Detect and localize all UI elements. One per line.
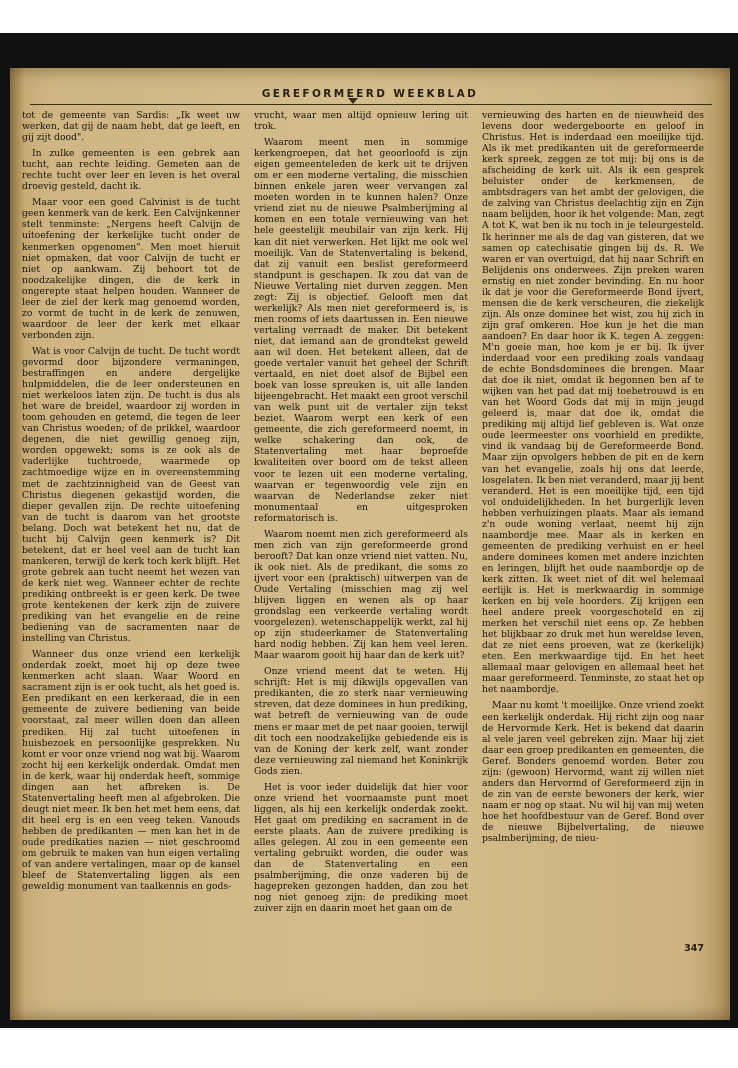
paragraph: Wat is voor Calvijn de tucht. De tucht wordt gevormd door bijzondere vermaningen, bestraffingen en andere dergelijke hulpmiddelen, die de leer ondersteunen en niet werkeloos laten zijn. De tucht is dus als het ware de breidel, waardoor zij worden in toom gehouden en getemd, die tegen de leer van Christus woeden; of de prikkel, waardoor degenen, die niet gewillig genoeg zijn, worden opgewekt; soms is ze ook als de vaderlijke tuchtroede, waarmede op zachtmoedige wijze en in overeenstemming met de zachtzinnigheid van de Geest van Christus diegenen gekastijd worden, die dieper gevallen zijn. De rechte uitoefening van de tucht is daarom van het grootste belang. Doch wat betekent het nu, dat de tucht bij Calvijn geen kenmerk is? Dit betekent, dat er heel veel aan de tucht kan mankeren, terwijl de kerk toch kerk blijft. Het grote gebrek aan tucht neemt het wezen van de kerk niet weg. Wanneer echter de rechte prediking ontbreekt is er geen kerk. De twee grote kentekenen der kerk zijn de zuivere prediking van het evangelie en de reine bediening van de sacramenten naar de instelling van Christus. — [22, 345, 240, 645]
paragraph: tot de gemeente van Sardis: „Ik weet uw werken, dat gij de naam hebt, dat ge leeft, en gij zijt dood". — [22, 110, 240, 144]
text-column-right — [482, 110, 704, 844]
paragraph: Wanneer dus onze vriend een kerkelijk onderdak zoekt, moet hij op deze twee kenmerken acht slaan. Waar Woord en sacrament zijn is er ook tucht, als het goed is. Een predikant en een kerkeraad, die in een gemeente de zuivere bediening van beide voorstaat, zal meer willen doen dan alleen prediken. Hij zal tucht uitoefenen in huisbezoek en persoonlijke gesprekken. Nu komt er voor onze vriend nog wat bij. Waarom zocht hij een kerkelijk onderdak. Omdat men in de kerk, waar hij onderdak heeft, sommige dingen aan het afbreken is. De Statenvertaling heeft men al afgebroken. Die deugt niet meer. Ik ben het met hem eens, dat dit heel erg is en een veeg teken. Vanouds hebben de predikanten — men kan het in de oude predikaties nazien — niet geschroomd om gebruik te maken van hun eigen vertaling of van andere vertalingen, maar op de kansel bleef de Statenvertaling liggen als een geweldig monument van taalkennis en gods- — [22, 649, 240, 893]
paragraph: Maar nu komt 't moeilijke. Onze vriend zoekt een kerkelijk onderdak. Hij richt zijn oog naar de Hervormde Kerk. Het is bekend dat daarin al vele jaren veel gebreken zijn. Maar hij ziet daar een groep predikanten en gemeenten, die Geref. Bonders genoemd worden. Beter zou zijn: (gewoon) Hervormd, want zij willen niet anders dan Hervormd of Gereformeerd zijn in de zin van de eerste bewoners der kerk, wier naam er nog op staat. Nu wil hij van mij weten hoe het hoofdbestuur van de Geref. Bond over de nieuwe Bijbelvertaling, de nieuwe psalmberijming, de nieu- — [482, 700, 705, 845]
paragraph: In zulke gemeenten is een gebrek aan tucht, aan rechte leiding. Gemeten aan de rechte tucht over leer en leven is het overal droevig gesteld, dacht ik. — [22, 148, 240, 193]
paragraph: vernieuwing des harten en de nieuwheid des levens door wedergeboorte en geloof in Christus. Het is inderdaad een moeilijke tijd. Als ik met predikanten uit de gereformeerde kerk spreek, zeggen ze tot mij: bij ons is de afscheiding de kerk uit. Als ik een gesprek beluister onder de kerkmensen, de ambtsdragers van het ambt der gelovigen, die de zalving van Christus deelachtig zijn en Zijn naam belijden, hoor ik het volgende: Man, zegt A tot K, wat ben ik nu toch in je teleurgesteld. Ik herinner me als de dag van gisteren, dat we samen op catechisatie gingen bij ds. R. We waren er van overtuigd, dat hij naar Schrift en Belijdenis ons onderwees. Zijn preken waren ernstig en niet zonder bevinding. En nu hoor ik dat je voor die Gereformeerde Bond ijvert, mensen die de kerk verscheuren, die ziekelijk zijn. Als onze dominee het wist, zou hij zich in zijn graf omkeren. Hoe kun je het die man aandoen? En daar hoor ik K. tegen A. zeggen: M'n goeie man, hoe kom je er bij. Ik ijver inderdaad voor een prediking zoals vandaag de echte Bondsdominees die brengen. Maar dat doe ik niet, omdat ik begonnen ben af te wijken van het pad dat mij toebetrouwd is en van het Woord Gods dat mij in mijn jeugd geleerd is, maar dat doe ik, omdat die prediking mij altijd lief gebleven is. Wat onze oude leermeester ons voorhield en predikte, vind ik vandaag bij de Gereformeerde Bond. Maar zijn opvolgers hebben de pit en de kern van het evangelie, zoals hij ons dat leerde, losgelaten. Ik ben niet veranderd, maar jij bent veranderd. Het is een moeilijke tijd, een tijd vol onduidelijkheden. In het burgerlijk leven hebben verhuizingen plaats. Maar als iemand z'n oude woning verlaat, neemt hij zijn naambordje mee. Maar als in kerken en gemeenten de prediking verhuist en er heel andere dominees komen met andere inzichten en leringen, blijft het oude naambordje op de kerk zitten. Ik weet niet of dit wel helemaal eerlijk is. Het is merkwaardig in sommige kerken en bij vele hoorders. Zij krijgen een heel andere preek voorgeschoteld en zij merken het verschil niet eens op. Ze hebben het blijkbaar zo druk met hun wereldse leven, dat ze niet eens proeven, wat ze (kerkelijk) eten. Een merkwaardige tijd. En het heet allemaal maar gelovigen en allemaal heet het maar gereformeerd. Tenminste, zo staat het op het naambordje. — [482, 110, 704, 696]
paragraph: Het is voor ieder duidelijk dat hier voor onze vriend het voornaamste punt moet liggen, als hij een kerkelijk onderdak zoekt. Het gaat om prediking en sacrament in de eerste plaats. Aan de zuivere prediking is alles gelegen. Al zou in een gemeente een vertaling gebruikt worden, die ouder was dan de Statenvertaling en een psalmberijming, die onze vaderen bij de hagepreken gezongen hadden, dan zou het nog niet genoeg zijn: de prediking moet zuiver zijn en daarin moet het gaan om de — [254, 781, 468, 915]
paragraph: vrucht, waar men altijd opnieuw lering uit trok. — [254, 110, 468, 133]
paragraph: Maar voor een goed Calvinist is de tucht geen kenmerk van de kerk. Een Calvijnkenner stelt tenminste: „Nergens heeft Calvijn de uitoefening der kerkelijke tucht onder de kenmerken opgenomen". Men moet hieruit niet opmaken, dat voor Calvijn de tucht er niet op aankwam. Zij behoort tot de noodzakelijke dingen, die de kerk in ongerepte staat helpen houden. Wanneer de leer de ziel der kerk mag genoemd worden, zo vormt de tucht in de kerk de zenuwen, waardoor de leer der kerk met elkaar verbonden zijn. — [22, 197, 240, 341]
paragraph: Waarom meent men in sommige kerkengroepen, dat het geoorloofd is zijn eigen gemeenteleden de kerk uit te drijven om er een moderne vertaling, die misschien binnen enkele jaren weer vervangen zal moeten worden in te kunnen halen? Onze vriend ziet nu de nieuwe Psalmberijming al komen en een totale vernieuwing van het hele geestelijk meubilair van zijn kerk. Hij kan dit niet verwerken. Het lijkt me ook wel moeilijk. Van de Statenvertaling is bekend, dat zij vanuit een beslist gereformeerd standpunt is geschapen. Ik zou dat van de Nieuwe Vertaling niet durven zeggen. Men zegt: Zij is objectief. Gelooft men dat werkelijk? Als men niet gereformeerd is, is men rooms of iets daartussen in. Een nieuwe vertaling verraadt de maker. Dit betekent niet, dat iemand aan de grondtekst geweld aan wil doen. Het betekent alleen, dat de goede vertaler vanuit het geheel der Schrift vertaald, en niet doet alsof de Bijbel een boek van losse spreuken is, uit alle landen bijeengebracht. Het maakt een groot verschil van welk punt uit de vertaler zijn tekst beziet. Waarom werpt een kerk of een gemeente, die zich gereformeerd noemt, in welke schakering dan ook, de Statenvertaling met haar beproefde kwaliteiten over boord om de tekst alleen voor te lezen uit een moderne vertaling, waarvan er tegenwoordig vele zijn en waarvan de Nederlandse zeker niet monumentaal en uitgesproken reformatorisch is. — [254, 137, 468, 524]
text-column-left — [22, 110, 240, 892]
header-rule — [30, 104, 712, 105]
paragraph: Waarom noemt men zich gereformeerd als men zich van zijn gereformeerde grond berooft? Dat kan onze vriend niet vatten. Nu, ik ook niet. Als de predikant, die soms zo ijvert voor een (praktisch) uitwerpen van de Oude Vertaling (misschien mag zij wel blijven liggen en wenen als op haar grondslag een verkeerde vertaling wordt voorgelezen). wetenschappelijk werkt, zal hij op zijn studeerkamer de Statenvertaling hard nodig hebben. Zij kan hem veel leren. Maar waarom gooit hij haar dan de kerk uit? — [254, 528, 468, 662]
page-number: 347 — [684, 943, 704, 954]
header-ornament — [348, 98, 358, 104]
page-header: GEREFORMEERD WEEKBLAD — [261, 88, 479, 100]
paragraph: Onze vriend meent dat te weten. Hij schrijft: Het is mij dikwijls opgevallen van predikanten, die zo sterk naar vernieuwing streven, dat deze dominees in hun prediking, wat betreft de vernieuwing van de oude mens er maar met de pet naar gooien, terwijl dit toch een noodzakelijke gebiedende eis is van de Koning der kerk zelf, want zonder deze vernieuwing zal niemand het Koninkrijk Gods zien. — [254, 666, 468, 777]
document-page — [10, 68, 730, 1020]
text-column-middle — [254, 110, 468, 914]
